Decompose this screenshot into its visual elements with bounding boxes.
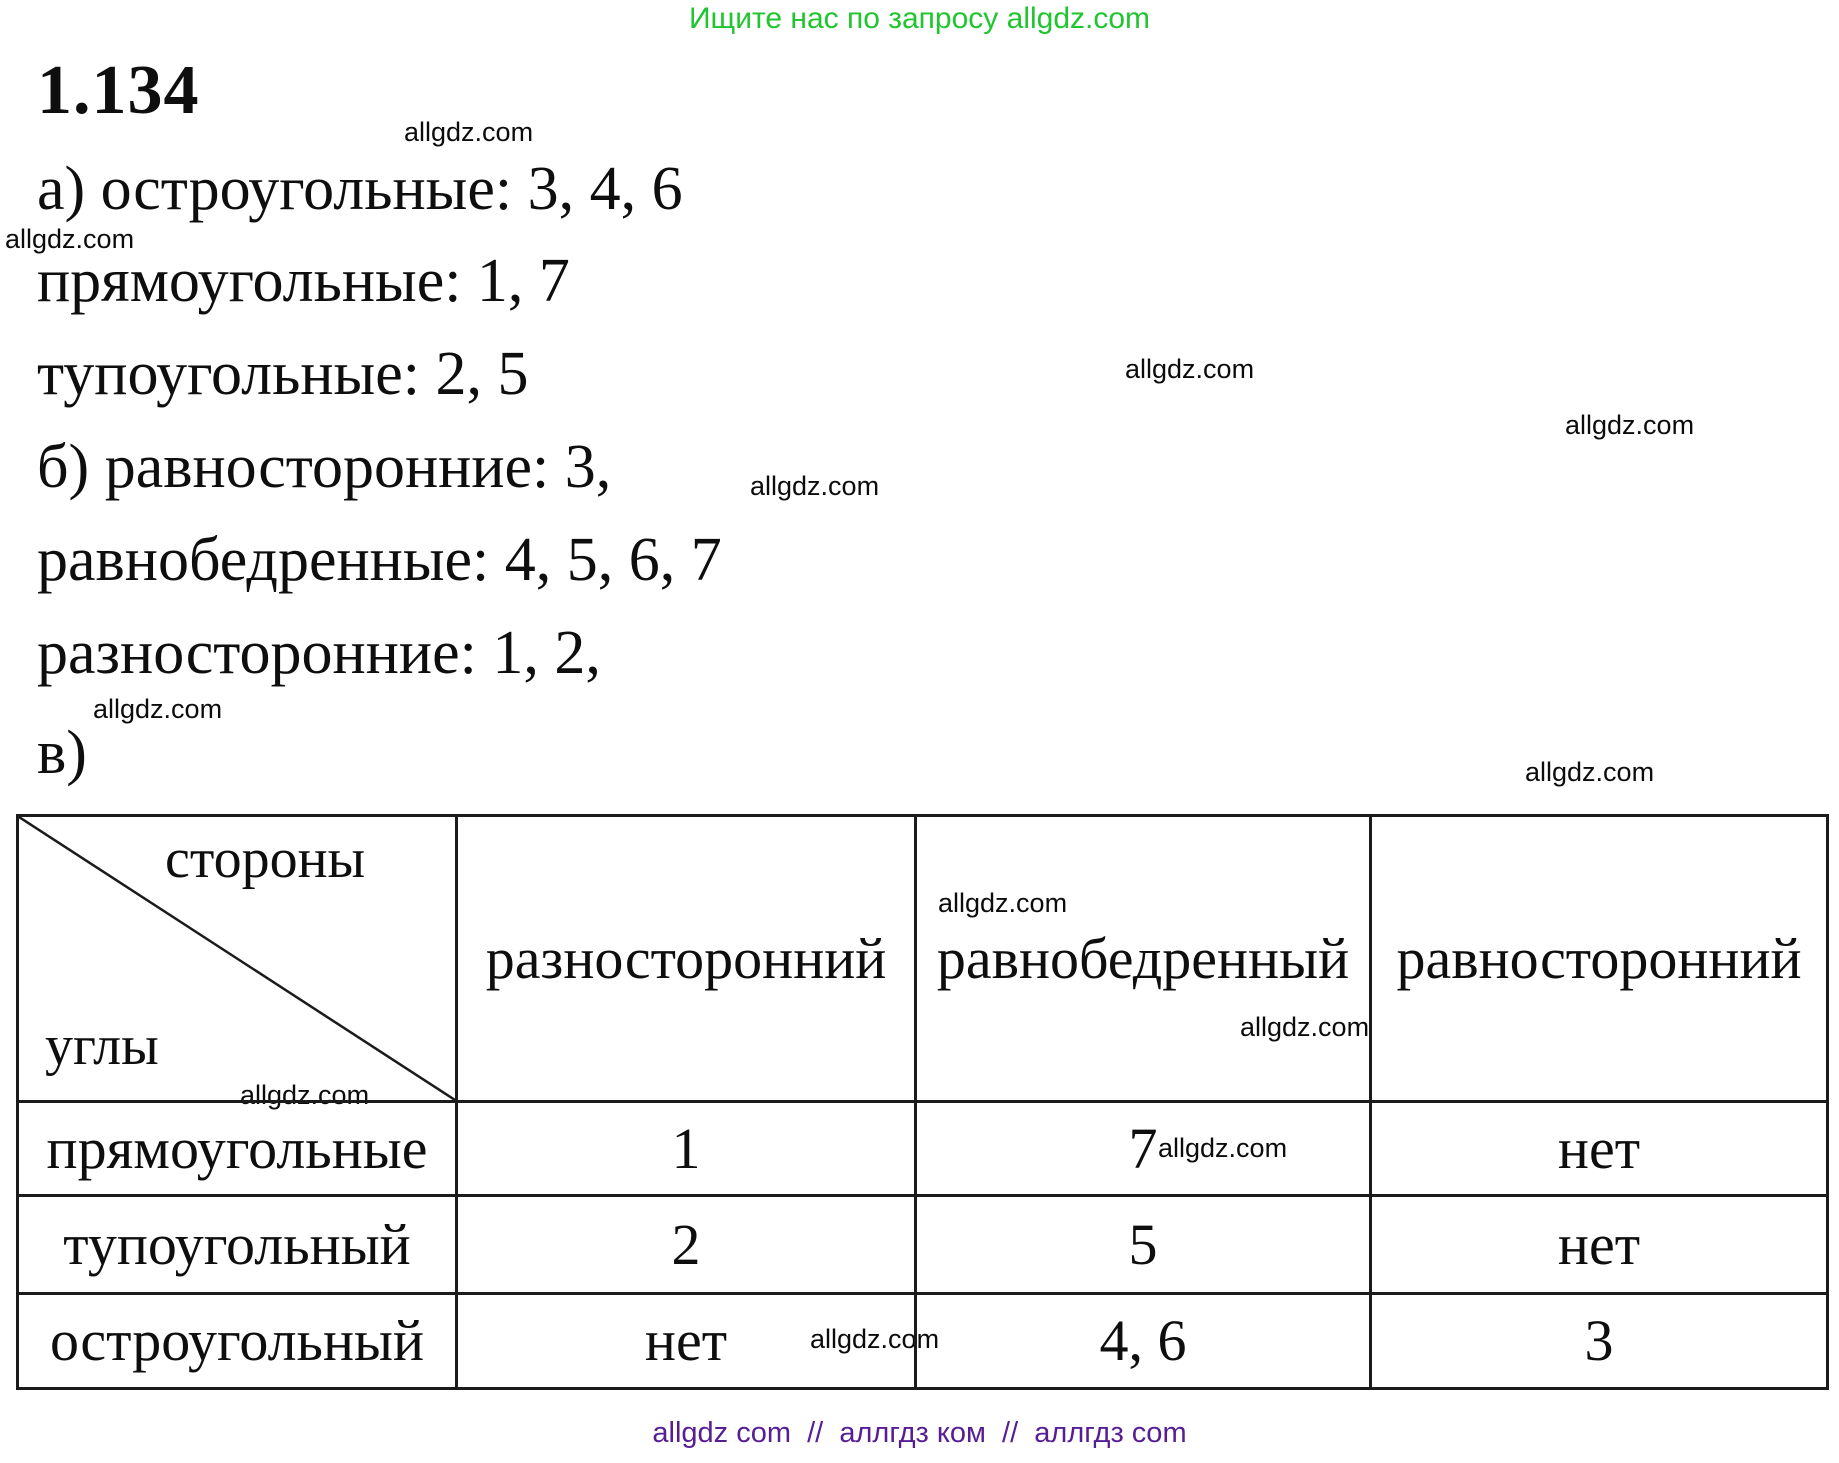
- row-label: прямоугольные: [18, 1102, 457, 1196]
- watermark: allgdz.com: [93, 694, 223, 724]
- table-cell: 5: [916, 1196, 1371, 1294]
- watermark: allgdz.com: [938, 888, 1068, 918]
- problem-number: 1.134: [37, 52, 200, 129]
- watermark: allgdz.com: [1565, 410, 1695, 440]
- solution-line-right-angled: прямоугольные: 1, 7: [37, 247, 570, 315]
- watermark: allgdz.com: [810, 1324, 940, 1354]
- site-banner: Ищите нас по запросу allgdz.com: [688, 2, 1151, 35]
- table-cell: 2: [457, 1196, 916, 1294]
- watermark: allgdz.com: [1125, 354, 1255, 384]
- watermark: allgdz.com: [404, 117, 534, 147]
- table-cell: нет: [457, 1294, 916, 1389]
- table-row: [18, 1294, 1828, 1389]
- table-cell: 7: [916, 1102, 1371, 1196]
- watermark: allgdz.com: [750, 471, 880, 501]
- solution-line-scalene: разносторонние: 1, 2,: [37, 619, 601, 687]
- column-header-equilateral: равносторонний: [1371, 816, 1828, 1102]
- watermark: allgdz.com: [1525, 757, 1655, 787]
- solution-line-obtuse: тупоугольные: 2, 5: [37, 340, 529, 408]
- watermark: allgdz.com: [1158, 1133, 1288, 1163]
- solution-line-isosceles: равнобедренные: 4, 5, 6, 7: [37, 526, 722, 594]
- table-cell: нет: [1371, 1102, 1828, 1196]
- corner-label-sides: стороны: [165, 828, 366, 890]
- table-cell: 3: [1371, 1294, 1828, 1389]
- corner-label-angles: углы: [45, 1015, 159, 1077]
- watermark: allgdz.com: [1240, 1012, 1370, 1042]
- column-header-scalene: разносторонний: [457, 816, 916, 1102]
- watermark: allgdz.com: [240, 1080, 370, 1110]
- table-row: [18, 1196, 1828, 1294]
- table-row: [18, 1102, 1828, 1196]
- corner-cell: [18, 816, 457, 1102]
- table-cell: 1: [457, 1102, 916, 1196]
- footer-links: allgdz com // аллгдз ком // аллгдз com: [652, 1417, 1187, 1449]
- row-label: остроугольный: [18, 1294, 457, 1389]
- row-label: тупоугольный: [18, 1196, 457, 1294]
- solution-line-v: в): [37, 719, 87, 787]
- solution-line-b: б) равносторонние: 3,: [37, 433, 612, 501]
- table-cell: 4, 6: [916, 1294, 1371, 1389]
- watermark: allgdz.com: [5, 224, 135, 254]
- table-cell: нет: [1371, 1196, 1828, 1294]
- solution-line-a: а) остроугольные: 3, 4, 6: [37, 155, 683, 223]
- triangle-classification-table: [16, 814, 1829, 1390]
- column-header-isosceles: равнобедренный: [916, 816, 1371, 1102]
